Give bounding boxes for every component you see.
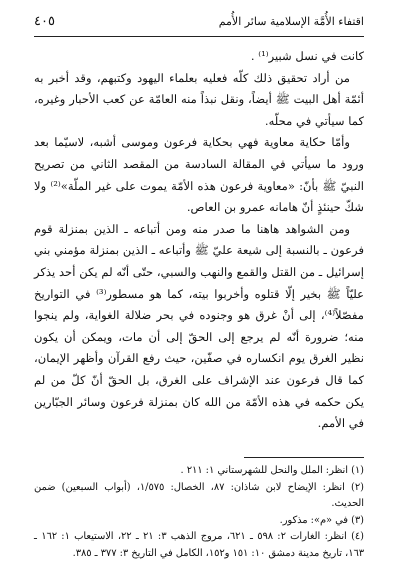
running-header <box>34 14 364 34</box>
running-title: اقتفاء الأُمَّة الإسلامية سائر الأُمم <box>218 15 364 28</box>
header-rule <box>34 36 364 37</box>
footnote: (٣) في «م»: مذكور. <box>279 514 364 526</box>
footnote-rule <box>244 457 364 458</box>
footnote: (٤) انظر: الغارات ٢: ٥٩٨ ـ ٦٢١، مروج الذهب ٣: ٢١ ـ ٢٢، الاستيعاب ١: ١٦٢ ـ ١٦٣، تاريخ مدينة دمشق ١٠: ١٥١ و١٥٢، الكامل في التاريخ ٣: ٣٧٧ ـ ٣٨٥. <box>34 531 364 559</box>
paragraph: ومن الشواهد هاهنا ما صدر منه ومن أتباعه ـ الذين بمنزلة قوم فرعون ـ بالنسبة إلى شيعة عليّ ﷺ وأتباعه ـ الذين بمنزلة مؤمني بني إسرائيل ـ من القتل والقمع والنهب والسبي، حتّى أنّه لم يكن أحد يذكر عليّاً ﷺ بخير إلّا قتلوه وأخربوا بيته، كما هو مسطور⁽³⁾ في التواريخ مفصّلاً⁽⁴⁾، إلى أنْ غرق هو وجنوده في بحر ضلالة الغواية، ولم ينجوا منه؛ ضرورة أنّه لم يرجع إلى الحقّ إلى أن مات، ويمكن أن يكون نظير الغرق يوم انكساره في صفّين، حيث رفع القرآن وأظهر الإيمان، كما قال فرعون عند الإشراف على الغرق، بل الحقّ أنّ كلّ من لم يكن حكمه في هذه الأمّة من الله كان بمنزلة فرعون وسائر الجبّارين في الأمم. <box>34 221 365 431</box>
page-number: ٤٠٥ <box>34 14 55 29</box>
main-text <box>34 46 364 435</box>
footnote: (١) انظر: الملل والنحل للشهرستاني ١: ٢١١ . <box>180 465 364 476</box>
paragraph: وأمّا حكاية معاوية فهي بحكاية فرعون وموسى أشبه، لاسيّما بعد ورود ما سيأتي في المقالة السادسة من المقصد الثاني من تصريح النبيّ ﷺ بأنّ: «معاوية فرعون هذه الأمّة يموت على غير الملّة»⁽²⁾ ولا شكّ حينئذٍ أنّ هامانه عمرو بن العاص. <box>34 135 364 215</box>
footnotes <box>34 463 364 563</box>
footnote: (٢) انظر: الإيضاح لابن شاذان: ٨٧، الخصال: ١/٥٧٥، (أبواب السبعين) ضمن الحديث. <box>34 481 364 510</box>
paragraph: من أراد تحقيق ذلك كلّه فعليه بعلماء اليهود وكتبهم، وقد أخبر به أئمّة أهل البيت ﷺ أيضاً، ونقل نبذاً منه العامّة عن كعب الأحبار وغيره، كما سيأتي في محلّه. <box>34 70 364 128</box>
paragraph: كانت في نسل شبير⁽¹⁾ . <box>250 49 364 63</box>
